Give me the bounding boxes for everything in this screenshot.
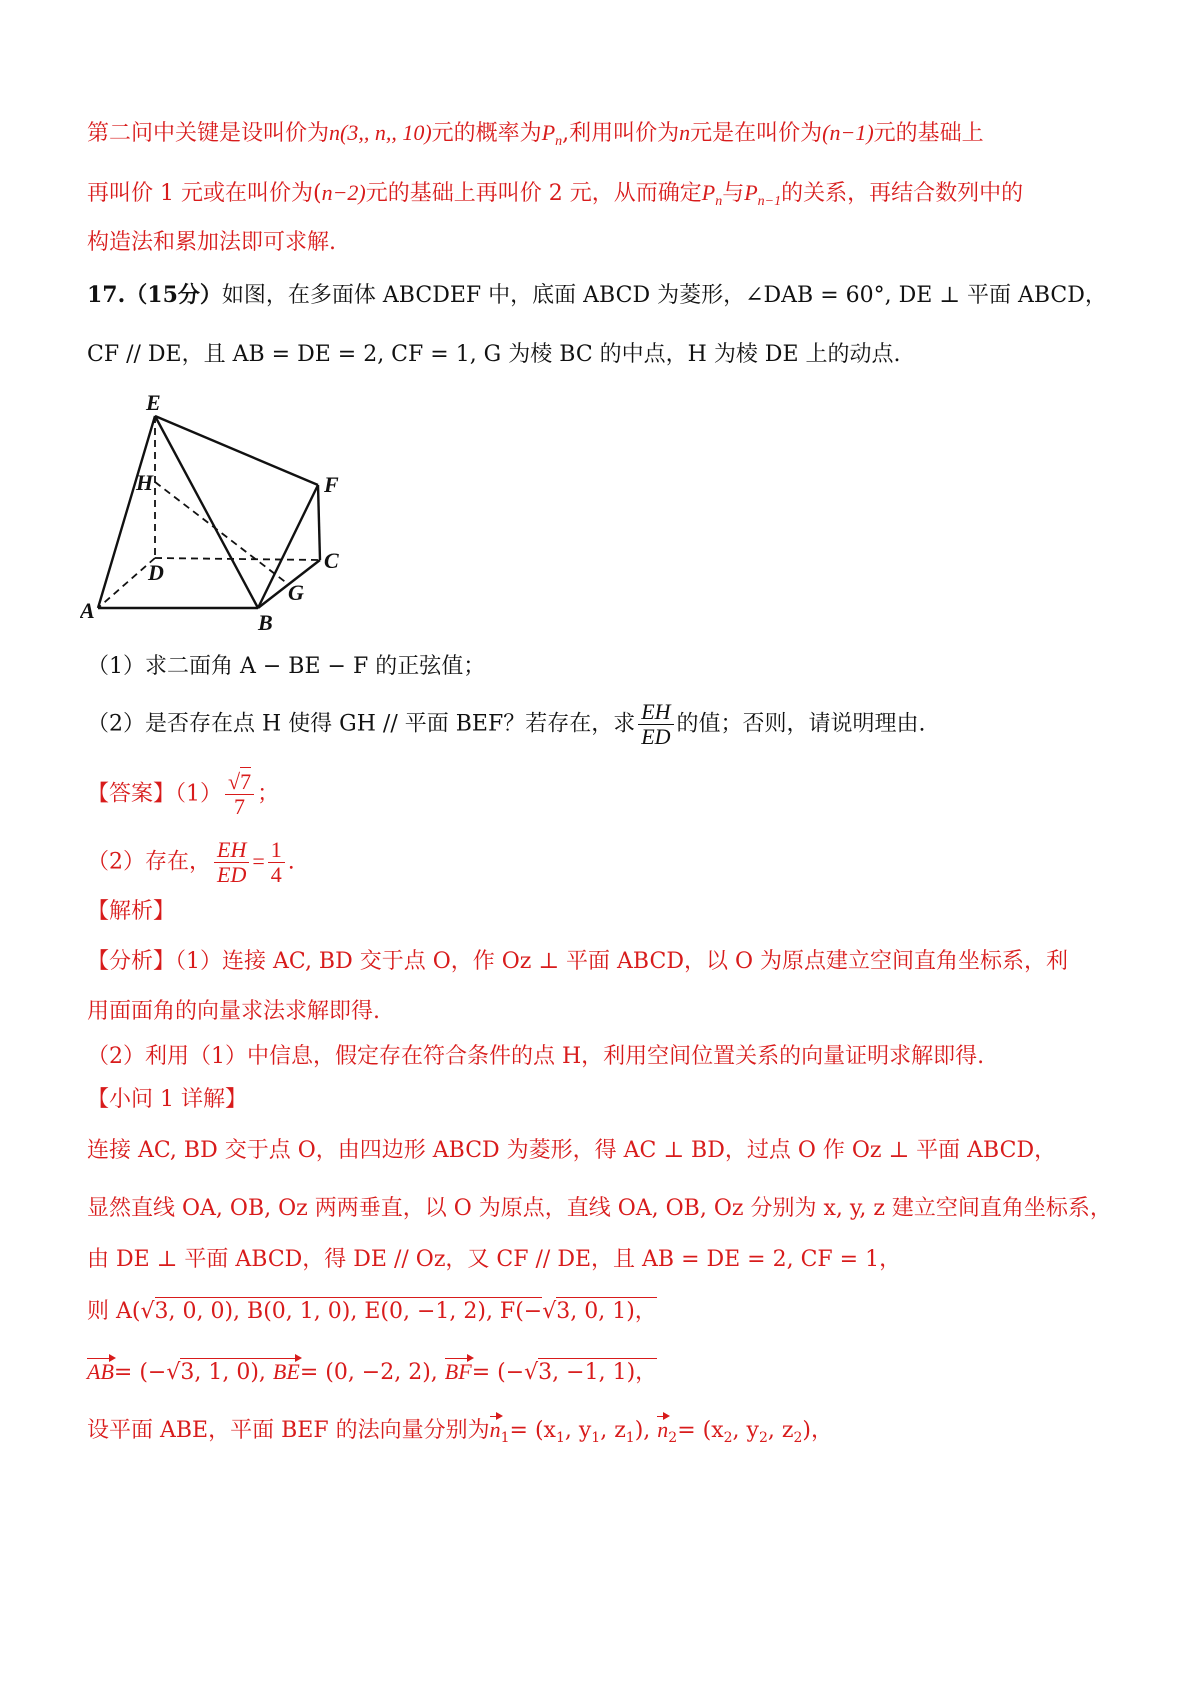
continuation-line-3: 构造法和累加法即可求解. (87, 230, 336, 255)
fraction-sqrt7-over-7: $\frac{√7}{7}$ (225, 770, 254, 819)
label-a: A (80, 598, 95, 623)
detail-line-6-normal-vectors: 设平面 ABE，平面 BEF 的法向量分别为$n_1= (x_1$, $y_1$, $z_1$), $n_2= (x_2$, $y_2$, $z_2$)， (87, 1417, 833, 1446)
fenxi-label: 【分析】 (87, 949, 176, 974)
sub-question-2: （2）是否存在点 H 使得 GH // 平面 BEF？若存在，求 $\frac{EH}{ED}$ 的值；否则，请说明理由. (87, 699, 926, 749)
fenxi-line-1: 【分析】（1）连接 AC, BD 交于点 O，作 Oz ⊥ 平面 ABCD，以 O 为原点建立空间直角坐标系，利 (87, 949, 1069, 974)
label-d: D (148, 560, 164, 585)
continuation-line-2: 再叫价 1 元或在叫价为(n−2)元的基础上再叫价 2 元，从而确定$P_n$与$P_{n-1}$的关系，再结合数列中的 (87, 180, 1024, 209)
edge-ea (98, 416, 155, 608)
edge-ef (155, 416, 318, 485)
answer-label: 【答案】 (87, 781, 176, 807)
label-b: B (258, 610, 273, 632)
question-number: 17. (87, 282, 126, 308)
detail-line-2: 显然直线 OA, OB, Oz 两两垂直，以 O 为原点，直线 OA, OB, Oz 分别为 x, y, z 建立空间直角坐标系， (87, 1196, 1112, 1221)
analysis-heading: 【解析】 (87, 899, 176, 924)
question-17-line-2: CF // DE，且 AB = DE = 2, CF = 1, G 为棱 BC 的中点，H 为棱 DE 上的动点. (87, 342, 901, 367)
edge-eb (155, 416, 258, 608)
label-h: H (136, 470, 154, 495)
fraction-eh-ed-answer: $\frac{EH}{ED}$ (214, 838, 249, 887)
segment-hg-hidden (155, 482, 288, 584)
fenxi-line-3: （2）利用（1）中信息，假定存在符合条件的点 H，利用空间位置关系的向量证明求解即得. (87, 1044, 985, 1069)
question-score: （15分） (125, 282, 222, 308)
edge-fc (318, 485, 320, 560)
answer-line-2: （2）存在， $\frac{EH}{ED}$ = $\frac{1}{4}$ . (87, 837, 295, 887)
question-17-line-1 (87, 280, 1107, 311)
fraction-one-quarter: $\frac{1}{4}$ (268, 838, 285, 887)
label-e: E (146, 392, 161, 415)
fraction-eh-ed: $\frac{EH}{ED}$ (638, 700, 673, 749)
label-g: G (288, 580, 304, 605)
fenxi-line-2: 用面面角的向量求法求解即得. (87, 999, 380, 1024)
detail-line-1: 连接 AC, BD 交于点 O，由四边形 ABCD 为菱形，得 AC ⊥ BD，过点 O 作 Oz ⊥ 平面 ABCD， (87, 1138, 1057, 1163)
detail-line-3: 由 DE ⊥ 平面 ABCD，得 DE // Oz，又 CF // DE，且 AB = DE = 2, CF = 1， (87, 1247, 902, 1272)
continuation-line-1: 第二问中关键是设叫价为n(3,, n,, 10)元的概率为$P_n$,利用叫价为n元是在叫价为(n−1)元的基础上 (87, 120, 984, 149)
label-c: C (324, 548, 339, 573)
detail-line-4-coordinates: 则 A(√3, 0, 0), B(0, 1, 0), E(0, −1, 2), F(−√3, 0, 1)， (87, 1299, 657, 1324)
polyhedron-figure (80, 392, 370, 632)
sub-question-1: （1）求二面角 A − BE − F 的正弦值； (87, 654, 486, 679)
answer-line-1: 【答案】（1） $\frac{√7}{7}$ ； (87, 769, 280, 819)
question-text: 如图，在多面体 ABCDEF 中，底面 ABCD 为菱形，∠DAB = 60°, DE ⊥ 平面 ABCD， (221, 283, 1107, 308)
label-f: F (324, 472, 339, 497)
edge-dc-hidden (155, 558, 320, 560)
detail-line-5-vectors: AB= (−√3, 1, 0), BE= (0, −2, 2), BF= (−√3, −1, 1)， (87, 1359, 658, 1385)
sub-question-1-detail-heading: 【小问 1 详解】 (87, 1087, 247, 1112)
